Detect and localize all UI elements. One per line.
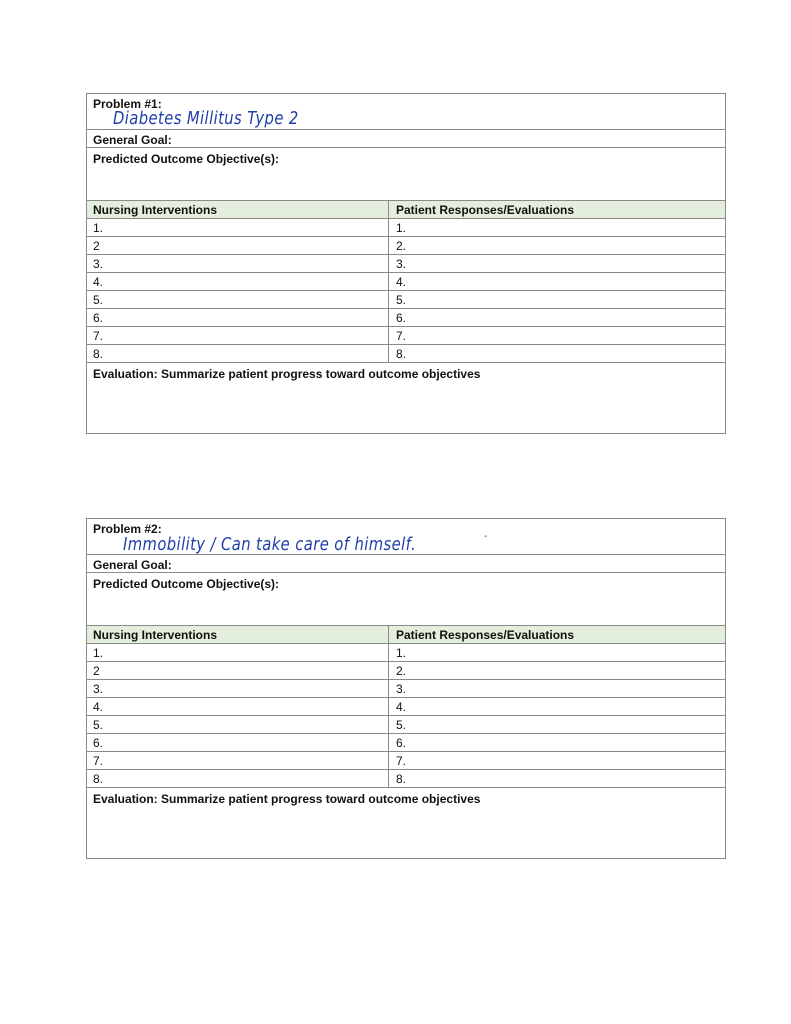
- outcome-objectives-row[interactable]: [87, 573, 725, 626]
- response-cell[interactable]: 3.: [396, 682, 407, 696]
- care-plan-form-2: [86, 518, 726, 859]
- general-goal-label: General Goal:: [93, 133, 172, 147]
- general-goal-row[interactable]: [87, 555, 725, 573]
- intervention-cell[interactable]: 2: [87, 662, 389, 679]
- intervention-cell[interactable]: 5.: [87, 291, 389, 308]
- table-row: [87, 255, 725, 273]
- stray-pen-mark: -: [484, 531, 488, 542]
- table-row: [87, 291, 725, 309]
- intervention-cell[interactable]: 1.: [87, 219, 389, 236]
- handwritten-problem: Immobility / Can take care of himself.: [123, 534, 417, 555]
- table-row: [87, 309, 725, 327]
- table-row: [87, 219, 725, 237]
- nursing-interventions-header: Nursing Interventions: [87, 626, 389, 643]
- intervention-cell[interactable]: 3.: [87, 255, 389, 272]
- interventions-header-row: [87, 201, 725, 219]
- intervention-cell[interactable]: 8.: [87, 345, 389, 362]
- evaluation-row[interactable]: [87, 788, 725, 858]
- patient-responses-header: Patient Responses/Evaluations: [396, 203, 575, 217]
- intervention-cell[interactable]: 2: [87, 237, 389, 254]
- intervention-cell[interactable]: 7.: [87, 752, 389, 769]
- response-cell[interactable]: 5.: [396, 718, 407, 732]
- response-cell[interactable]: 3.: [396, 257, 407, 271]
- table-row: [87, 662, 725, 680]
- response-cell[interactable]: 5.: [396, 293, 407, 307]
- intervention-cell[interactable]: 1.: [87, 644, 389, 661]
- response-cell[interactable]: 7.: [396, 329, 407, 343]
- table-row: [87, 752, 725, 770]
- intervention-cell[interactable]: 6.: [87, 734, 389, 751]
- table-row: [87, 770, 725, 788]
- intervention-cell[interactable]: 3.: [87, 680, 389, 697]
- general-goal-row[interactable]: [87, 130, 725, 148]
- table-row: [87, 698, 725, 716]
- intervention-cell[interactable]: 6.: [87, 309, 389, 326]
- patient-responses-header: Patient Responses/Evaluations: [396, 628, 575, 642]
- table-row: [87, 345, 725, 363]
- handwritten-problem: Diabetes Millitus Type 2: [113, 108, 299, 129]
- problem-row: [87, 94, 725, 130]
- response-cell[interactable]: 8.: [396, 347, 407, 361]
- problem-row: [87, 519, 725, 555]
- intervention-cell[interactable]: 4.: [87, 698, 389, 715]
- care-plan-form-1: [86, 93, 726, 434]
- interventions-header-row: [87, 626, 725, 644]
- intervention-cell[interactable]: 7.: [87, 327, 389, 344]
- table-row: [87, 716, 725, 734]
- response-cell[interactable]: 2.: [396, 239, 407, 253]
- response-cell[interactable]: 7.: [396, 754, 407, 768]
- response-cell[interactable]: 4.: [396, 275, 407, 289]
- nursing-interventions-header: Nursing Interventions: [87, 201, 389, 218]
- table-row: [87, 644, 725, 662]
- table-row: [87, 680, 725, 698]
- problem-label: Problem #1:: [93, 97, 162, 111]
- evaluation-label: Evaluation: Summarize patient progress toward outcome objectives: [93, 367, 481, 381]
- response-cell[interactable]: 6.: [396, 311, 407, 325]
- outcome-objectives-label: Predicted Outcome Objective(s):: [93, 152, 280, 166]
- table-row: [87, 237, 725, 255]
- table-row: [87, 327, 725, 345]
- response-cell[interactable]: 1.: [396, 221, 407, 235]
- response-cell[interactable]: 4.: [396, 700, 407, 714]
- table-row: [87, 273, 725, 291]
- general-goal-label: General Goal:: [93, 558, 172, 572]
- response-cell[interactable]: 2.: [396, 664, 407, 678]
- evaluation-label: Evaluation: Summarize patient progress toward outcome objectives: [93, 792, 481, 806]
- evaluation-row[interactable]: [87, 363, 725, 433]
- response-cell[interactable]: 8.: [396, 772, 407, 786]
- intervention-cell[interactable]: 5.: [87, 716, 389, 733]
- outcome-objectives-label: Predicted Outcome Objective(s):: [93, 577, 280, 591]
- intervention-cell[interactable]: 4.: [87, 273, 389, 290]
- problem-label: Problem #2:: [93, 522, 162, 536]
- intervention-cell[interactable]: 8.: [87, 770, 389, 787]
- table-row: [87, 734, 725, 752]
- response-cell[interactable]: 6.: [396, 736, 407, 750]
- outcome-objectives-row[interactable]: [87, 148, 725, 201]
- response-cell[interactable]: 1.: [396, 646, 407, 660]
